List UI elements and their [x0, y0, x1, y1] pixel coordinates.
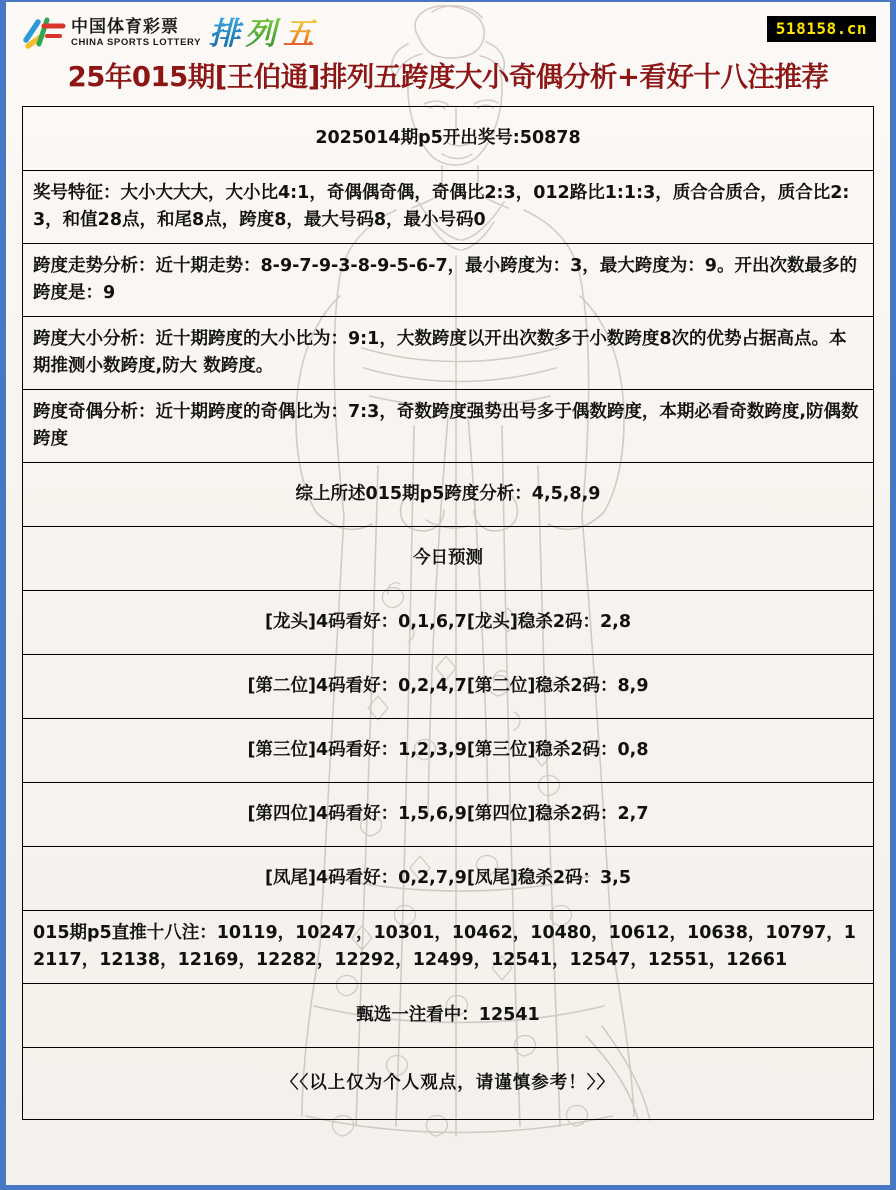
today-forecast-heading: 今日预测: [413, 548, 483, 568]
site-url-badge: 518158.cn: [767, 16, 876, 42]
eighteen-bets-text: 015期p5直推十八注：10119，10247，10301，10462，10480，10612，10638，10797，12117，12138，12169，12282，12292，12499，12541，12547，12551，12661: [33, 923, 856, 970]
table-row-span-parity: [23, 390, 874, 463]
summary-text: 综上所述015期p5跨度分析：4,5,8,9: [295, 484, 601, 504]
table-row-position-1: [23, 591, 874, 655]
svg-text:列: 列: [245, 16, 277, 52]
table-row-disclaimer: [23, 1048, 874, 1120]
position-4-text: [第四位]4码看好：1,5,6,9[第四位]稳杀2码：2,7: [247, 804, 649, 824]
table-row-position-3: [23, 719, 874, 783]
table-row-eighteen-bets: [23, 911, 874, 984]
table-row-span-size: [23, 317, 874, 390]
game-name-logo: [209, 13, 327, 53]
position-3-text: [第三位]4码看好：1,2,3,9[第三位]稳杀2码：0,8: [247, 740, 649, 760]
table-row-position-5: [23, 847, 874, 911]
position-5-text: [凤尾]4码看好：0,2,7,9[凤尾]稳杀2码：3,5: [265, 868, 631, 888]
svg-text:排: 排: [209, 16, 241, 52]
table-row-position-2: [23, 655, 874, 719]
table-row-position-4: [23, 783, 874, 847]
analysis-table-wrapper: [22, 106, 874, 1120]
features-text: 奖号特征：大小大大大，大小比4:1，奇偶偶奇偶，奇偶比2:3，012路比1:1:3，质合合质合，质合比2:3，和值28点，和尾8点，跨度8，最大号码8，最小号码0: [33, 183, 850, 230]
span-parity-text: 跨度奇偶分析：近十期跨度的奇偶比为：7:3，奇数跨度强势出号多于偶数跨度，本期必看奇数跨度,防偶数跨度: [33, 402, 859, 449]
disclaimer-text: 〈〈以上仅为个人观点，请谨慎参考！〉〉: [281, 1073, 615, 1093]
brand-name-en: CHINA SPORTS LOTTERY: [71, 37, 202, 48]
svg-text:五: 五: [283, 16, 315, 52]
table-row-features: [23, 171, 874, 244]
span-size-text: 跨度大小分析：近十期跨度的大小比为：9:1，大数跨度以开出次数多于小数跨度8次的优势占据高点。本期推测小数跨度,防大 数跨度。: [33, 329, 847, 376]
table-row-draw-result: [23, 107, 874, 171]
draw-result-text: 2025014期p5开出奖号:50878: [315, 128, 581, 148]
best-single-text: 甄选一注看中：12541: [356, 1005, 540, 1025]
table-row-span-trend: [23, 244, 874, 317]
brand-logo: [22, 11, 327, 55]
site-header: [6, 2, 890, 58]
analysis-table: [22, 106, 874, 1120]
table-row-best-single: [23, 984, 874, 1048]
sports-lottery-emblem-icon: [22, 14, 66, 52]
page-title: 25年015期[王伯通]排列五跨度大小奇偶分析+看好十八注推荐: [67, 61, 829, 93]
brand-text: [71, 18, 201, 48]
span-trend-text: 跨度走势分析：近十期走势：8-9-7-9-3-8-9-5-6-7，最小跨度为：3，最大跨度为：9。开出次数最多的跨度是：9: [33, 256, 857, 303]
brand-name-cn: 中国体育彩票: [71, 17, 179, 37]
position-1-text: [龙头]4码看好：0,1,6,7[龙头]稳杀2码：2,8: [265, 612, 631, 632]
position-2-text: [第二位]4码看好：0,2,4,7[第二位]稳杀2码：8,9: [247, 676, 649, 696]
table-row-today-forecast: [23, 527, 874, 591]
table-row-summary: [23, 463, 874, 527]
